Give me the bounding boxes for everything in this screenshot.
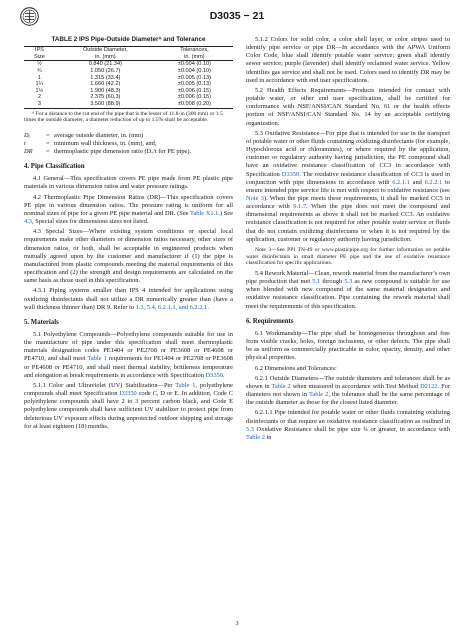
table-cell: 2 xyxy=(37,94,41,101)
left-column xyxy=(24,36,233,431)
table-2-link[interactable]: Table 2 xyxy=(308,391,329,399)
table-row xyxy=(24,88,233,95)
section-heading: 5. Materials xyxy=(24,318,59,326)
definition-symbol: t xyxy=(24,139,26,147)
table-cell: 0.840 (21.34) xyxy=(88,61,122,68)
column-header: Outside Diameter, in. (mm) xyxy=(82,47,128,60)
table-cell: 1.660 (42.2) xyxy=(90,81,121,88)
definition-row: DR = thermoplastic pipe dimension ratio (Dₒ/t for PE pipe). xyxy=(24,148,192,155)
paragraph-4-3: 4.3 Special Sizes—Where existing system conditions or special local requirements make other diameters or dimension ratios necessary, other sizes of dimension ratios, or both, shall be acceptable in engineered products when mutually agreed upon by the customer and manufacturer if (1) the pipe is manufactured from plastic compounds meeting the material requirements of this specification and (2) the strength and design requirements are calculated on the same basis as those used in this specification. xyxy=(24,228,233,285)
paragraph-6-2-1-1: 6.2.1.1 Pipe intended for potable water or other fluids containing oxidizing disinfectants or that require an oxidative resistance classification as outlined in 5.3 Oxidative Resistance shall be pipe size ¾ or greater, in accordance with Table 2 in xyxy=(246,409,450,441)
document-id: D3035 − 21 xyxy=(209,10,265,22)
table2 xyxy=(24,46,233,108)
table-cell: ±0.005 (0.13) xyxy=(177,74,212,81)
paragraph-5-2: 5.2 Health Effects Requirements—Products intended for contact with potable water, or other end user specification, shall be certified for conformance with NSF/ANSI/CAN Standard No. 61 or the health effects portion of NSF/ANSI/CAN Standard No. 14 by an acceptable certifying organization. xyxy=(246,86,450,127)
definition-row: t = minimum wall thickness, in. (mm), and, xyxy=(24,139,157,147)
definition-row: Dₒ = average outside diameter, in. (mm) xyxy=(24,131,144,139)
table-cell: 1 xyxy=(37,74,41,81)
section-9-1-7-link[interactable]: 9.1.7 xyxy=(293,203,307,211)
definition-text: average outside diameter, in. (mm) xyxy=(54,131,144,139)
table-cell: 1.050 (26.7) xyxy=(90,67,121,74)
page-header xyxy=(0,7,474,29)
d3350-link[interactable]: D3350 xyxy=(281,170,300,178)
column-header: IPS Size xyxy=(33,47,45,60)
d2122-link[interactable]: D2122 xyxy=(420,382,438,390)
table-cell: 2.375 (60.3) xyxy=(90,94,121,101)
section-5-3-link[interactable]: 5.3 xyxy=(246,425,254,433)
section-5-3-link[interactable]: 5.3 xyxy=(344,278,353,286)
table-2-link[interactable]: Table 2 xyxy=(271,382,291,390)
table-cell: ±0.004 (0.10) xyxy=(177,61,212,68)
definition-symbol: DR xyxy=(24,148,33,155)
table-row xyxy=(24,61,233,68)
paragraph-5-1-2: 5.1.2 Colors for solid color, a color shell layer, or color stripes used to identify pipe service or pipe DR—In accordance with the APWA Uniform Color Code, blue shall identify potable water service; green shall identify sewer service; purple (lavender) shall identify reclaimed water service. Yellow identifies gas service and shall not be used. Colors used to identify DR may be used in accordance with end user specifications. xyxy=(246,36,450,84)
note-3-link[interactable]: Note 3 xyxy=(246,194,264,202)
paragraph-6-1: 6.1 Workmanship—The pipe shall be homogeneous throughout and free from visible cracks, holes, foreign inclusions, or other defects. The pipe shall be as uniform as commercially practicable in color, opacity, density, and other physical properties. xyxy=(246,329,450,362)
table-cell: ¾ xyxy=(37,67,42,74)
definition-text: thermoplastic pipe dimension ratio (Dₒ/t for PE pipe). xyxy=(54,148,192,155)
note-3: Note 3—See PPI TN-49 or www.plasticpipe.org for further information on potable water disinfectants in small diameter PE pipe and the use of oxidative resistance classification for specific applications. xyxy=(246,246,450,267)
table-cell: ±0.004 (0.10) xyxy=(177,67,212,74)
table-1-link[interactable]: Table 1 xyxy=(87,355,107,363)
section-5-1-link[interactable]: 5.1 xyxy=(312,278,321,286)
table-cell: ½ xyxy=(37,61,42,68)
paragraph-4-2: 4.2 Thermoplastic Pipe Dimension Ratios (DR)—This specification covers PE pipe in various dimension ratios. The pressure rating is uniform for all nominal sizes of pipe for a given PE pipe material and DR. (See Table X1.1.) See 4.3, Special sizes for dimensions sizes not listed. xyxy=(24,193,233,226)
paragraph-5-4: 5.4 Rework Material—Clean, rework material from the manufacturer’s own pipe production that met 5.1 through 5.3 as new compound is suitable for use when blended with new compound of the same material designation and oxidative resistance classification. Pipe containing the rework material shall meet the requirements of this specification. xyxy=(246,270,451,310)
paragraph-4-3-1: 4.3.1 Piping systems smaller than IPS 4 intended for applications using oxidizing disinfectants shall not utilize a DR numerically greater than (have a wall thickness thinner than) DR 9. Refer to 1.3, 5.4, 6.2.1.1, and 6.2.2.1. xyxy=(24,287,233,311)
table-cell: ±0.005 (0.13) xyxy=(177,81,212,88)
column-header: Tolerances, in. (mm) xyxy=(180,47,209,60)
table-x1-1-link[interactable]: Table X1.1 xyxy=(190,209,219,217)
table-header-row xyxy=(24,47,233,61)
paragraph-5-3: 5.3 Oxidative Resistance—For pipe that is intended for use in the transport of potable water or other fluids containing oxidizing disinfectants (for example, Hypochlorous acid or chloramines), or where required by the application, customer or regulatory authority having jurisdiction, the PE compound shall have an oxidative resistance classification of CC3 in accordance with Specification D3350. The oxidative resistance classification of CC3 is used in conjunction with pipe dimensions in accordance with 6.2.1.1 and 6.2.2.1 to ensure intended pipe service life is met with respect to oxidative resistance (see Note 3). When the pipe meets these requirements, it shall be marked CC3 in accordance with 9.1.7. When the pipe does not meet the compound and dimensional requirements as above it shall not be marked CC3. An oxidative resistance classification is not required for other potable water service or fluids that do not contain oxidizing disinfectants or when it is not required by the application, customer or regulatory authority having jurisdiction. xyxy=(246,129,451,243)
cross-reference-links[interactable]: 1.3, 5.4, 6.2.1.1, and 6.2.2.1 xyxy=(135,303,208,311)
paragraph-5-1-1: 5.1.1 Color and Ultraviolet (UV) Stabilization—Per Table 1, polyethylene compounds shall meet Specification D3350 code C, D or E. In addition, Code C polyethylene compounds shall have 2 to 3 percent carbon black, and Code E polyethylene compounds shall have sufficient UV stabilizer to protect pipe from deleterious UV exposure effects during unprotected outdoor shipping and storage for at least eighteen (18) months. xyxy=(24,381,233,430)
d3350-link[interactable]: D3350 xyxy=(119,390,137,398)
table-cell: ±0.008 (0.20) xyxy=(156,101,233,108)
table-row xyxy=(24,68,233,75)
table-cell: 1¼ xyxy=(35,81,44,88)
table-cell: 3.500 (88.9) xyxy=(55,101,156,108)
section-heading: 6. Requirements xyxy=(246,317,294,325)
table-row xyxy=(24,75,233,82)
paragraph-4-1: 4.1 General—This specification covers PE pipe made from PE plastic pipe materials in various dimension ratios and water pressure ratings. xyxy=(24,175,233,191)
definition-symbol: Dₒ xyxy=(24,131,31,139)
paragraph-6-2-1: 6.2.1 Outside Diameters—The outside diameters and tolerances shall be as shown in Table 2 when measured in accordance with Test Method D2122. For diameters not shown in Table 2, the tolerance shall be the same percentage of the outside diameter as those for the closest listed diameter. xyxy=(246,374,450,407)
table-cell: 1.315 (33.4) xyxy=(90,74,121,81)
paragraph-5-1: 5.1 Polyethylene Compounds—Polyethylene compounds suitable for use in the manufacture of pipe under this specification shall meet thermoplastic materials designation codes PE1404 or PE2708 or PE3608 or PE4608 or PE4710, and shall meet Table 1 requirements for PE1404 or PE2708 or PE3608 or PE4608 or PE4710, and shall meet thermal stability, brittleness temperature and elongation at break requirements in accordance with Specification D3350. xyxy=(24,330,233,379)
table-row xyxy=(24,81,233,88)
table-row xyxy=(24,101,233,108)
paragraph-6-2: 6.2 Dimensions and Tolerances: xyxy=(255,364,337,372)
table-1-link[interactable]: Table 1 xyxy=(175,381,196,389)
table2-footnote: ᴬ For a distance to the cut end of the pipe that is the lesser of 11.8-in (300 mm) or 1.5 times the outside diameter, a diameter reduction of up to 1.5% shall be acceptable. xyxy=(24,110,223,124)
table-2-link[interactable]: Table 2 xyxy=(246,433,265,441)
table-cell: ±0.006 (0.15) xyxy=(177,87,212,94)
d3350-link[interactable]: D3350 xyxy=(205,371,223,379)
table-row xyxy=(24,94,233,101)
page-number: 3 xyxy=(235,620,239,627)
table-cell: 3 xyxy=(24,101,55,108)
section-heading: 4. Pipe Classification xyxy=(24,163,85,171)
table2-title: TABLE 2 IPS Pipe-Outside Diameterᴬ and Tolerance xyxy=(51,36,206,43)
section-4-3-link[interactable]: 4.3 xyxy=(24,218,32,226)
section-6-2-2-1-link[interactable]: 6.2.2.1 xyxy=(424,178,443,186)
right-column xyxy=(246,36,450,442)
table-cell: 1.900 (48.3) xyxy=(90,87,121,94)
section-6-2-1-1-link[interactable]: 6.2.1.1 xyxy=(392,178,410,186)
table-cell: 1½ xyxy=(35,87,44,94)
definition-text: minimum wall thickness, in. (mm), and, xyxy=(54,139,157,147)
table-cell: ±0.006 (0.15) xyxy=(177,94,212,101)
